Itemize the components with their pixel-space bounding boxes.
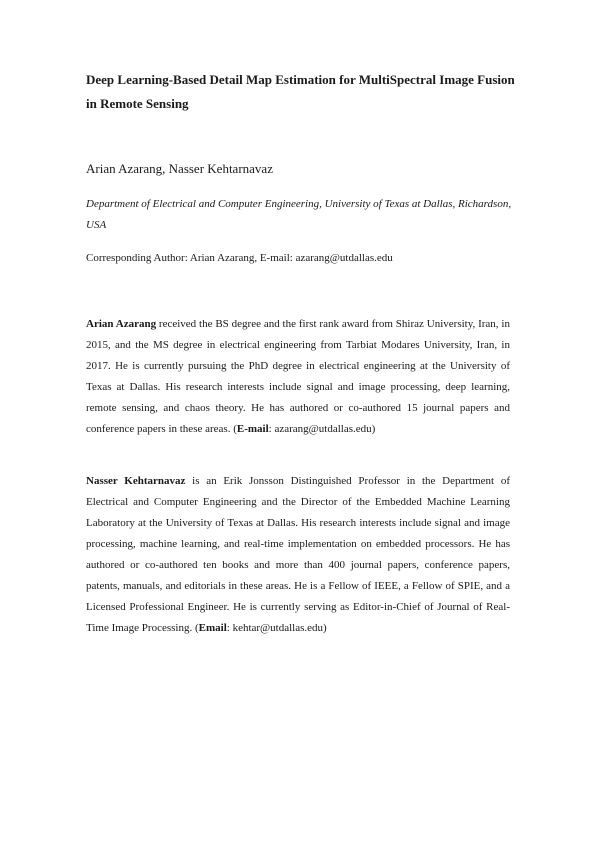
author-list: Arian Azarang, Nasser Kehtarnavaz (86, 161, 273, 176)
bio-text: is an Erik Jonsson Distinguished Professor in the Department of Electrical and Computer Engineering and the Director of the Embedded Machine Learning Laboratory at the University of Texas at Dallas. His research interests include signal and image processing, machine learning, and real-time implementation on embedded processors. He has authored or co-authored ten books and more than 400 journal papers, conference papers, patents, manuals, and editorials in these areas. He is a Fellow of IEEE, a Fellow of SPIE, and a Licensed Professional Engineer. He is currently serving as Editor-in-Chief of Journal of Real-Time Image Processing. ( (86, 475, 510, 634)
bio-author-name: Arian Azarang (86, 318, 157, 330)
author-bio-azarang (86, 314, 510, 440)
paper-title: Deep Learning-Based Detail Map Estimation for MultiSpectral Image Fusion in Remote Sensing (86, 72, 515, 111)
bio-author-name: Nasser Kehtarnavaz (86, 475, 186, 487)
bio-email: : azarang@utdallas.edu) (268, 423, 376, 435)
author-bio-kehtarnavaz (86, 471, 510, 639)
bio-email-label: Email (198, 622, 227, 634)
corresponding-author: Corresponding Author: Arian Azarang, E-mail: azarang@utdallas.edu (86, 252, 393, 264)
bio-email: : kehtar@utdallas.edu) (226, 622, 327, 634)
bio-text: received the BS degree and the first rank award from Shiraz University, Iran, in 2015, and the MS degree in electrical engineering from Tarbiat Modares University, Iran, in 2017. He is currently pursuing the PhD degree in electrical engineering at the University of Texas at Dallas. His research interests include signal and image processing, deep learning, remote sensing, and chaos theory. He has authored or co-authored 15 journal papers and conference papers in these areas. ( (86, 318, 510, 435)
author-affiliation: Department of Electrical and Computer Engineering, University of Texas at Dallas, Richardson, USA (86, 198, 512, 231)
bio-email-label: E-mail (236, 423, 269, 435)
